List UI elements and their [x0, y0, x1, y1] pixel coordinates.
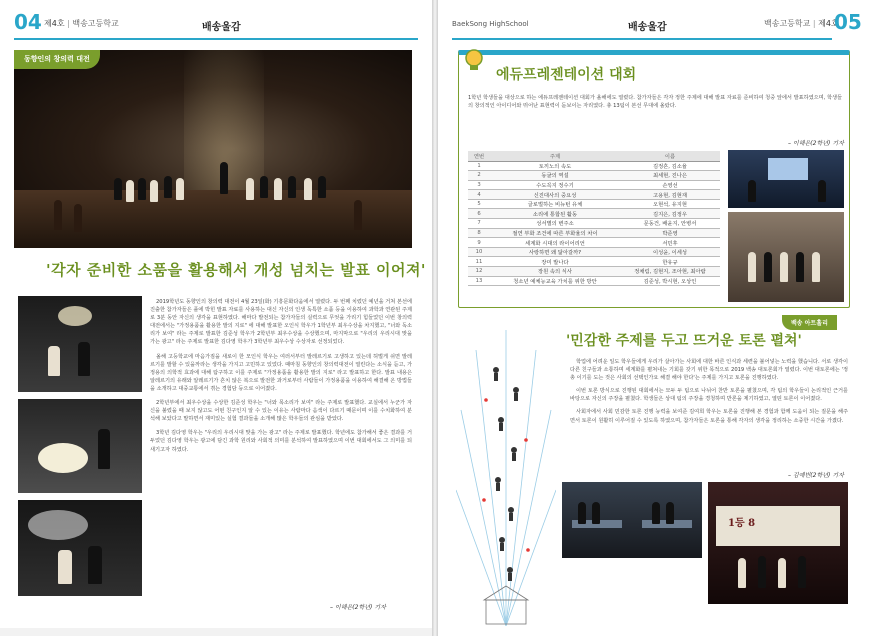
footer-strip-left: [0, 628, 432, 636]
people-tree-illustration: [456, 330, 556, 626]
table-cell: 김정흔, 김소율: [620, 161, 720, 171]
table-cell: 글로벌하는 비뉴턴 유체: [490, 199, 620, 209]
table-row: [468, 161, 720, 171]
table-row: [468, 257, 720, 267]
table-row: [468, 171, 720, 181]
table-cell: 6: [468, 209, 490, 219]
headline-right: '민감한 주제를 두고 뜨거운 토론 펼쳐': [566, 333, 802, 349]
table-cell: 12: [468, 267, 490, 277]
table-row: [468, 209, 720, 219]
paragraph: 이번 토론 방식으로 진행된 대회에서는 모두 두 팀으로 나뉘어 찬반 토론을 펼쳤으며, 각 팀의 학우들이 논리적인 근거를 바탕으로 자신의 주장을 펼쳤다. 학생들은 상대 팀의 주장을 경청하며 반론을 제기하였고, 열띤 토론이 이어졌다.: [570, 388, 848, 403]
table-cell: 신진대사의 중요성: [490, 190, 620, 200]
table-cell: 최세현, 진나은: [620, 171, 720, 181]
header-rule-right: [452, 38, 832, 40]
stage-photo-right-2: [728, 212, 844, 302]
masthead-left: 배송울감: [202, 22, 241, 33]
table-cell: 세계화 시대의 라이어리언: [490, 238, 620, 248]
school-en-label: BaekSong HighSchool: [452, 20, 529, 28]
side-photo-2: [18, 399, 142, 493]
table-header-row: [468, 151, 720, 161]
page-number-right: 05: [834, 10, 862, 34]
table-cell: 토끼노의 속도: [490, 161, 620, 171]
side-photo-1: [18, 296, 142, 392]
table-cell: 정채림, 김현지, 조아현, 최아람: [620, 267, 720, 277]
table-cell: 손영선: [620, 180, 720, 190]
table-cell: 9: [468, 238, 490, 248]
table-cell: 동굴의 역설: [490, 171, 620, 181]
debate-photo: [562, 482, 702, 558]
side-photo-3: [18, 500, 142, 596]
table-row: [468, 228, 720, 238]
table-cell: 사랑하면 왜 닮아갈까?: [490, 247, 620, 257]
table-cell: 4: [468, 190, 490, 200]
table-cell: 절연 부화 조건에 따른 부화율의 차이: [490, 228, 620, 238]
table-cell: 11: [468, 257, 490, 267]
paragraph: 2학년부에서 최우수상을 수상한 김준성 학우는 "너와 목소리가 보여" 라는 주제로 발표했다. 교실에서 누군가 자신을 불렀을 때 보지 않고도 어떤 친구인지 알 수 있는 이유는 사람마다 음색이 다르기 때문이며 이를 수치화하여 분석해 보았다고 말하면서 재미있는 실험 결과들을 소개해 많은 학우들의 관심을 받았다.: [150, 400, 412, 423]
table-header: 연번: [468, 151, 490, 161]
table-cell: 소리에 통합된 활동: [490, 209, 620, 219]
table-row: [468, 276, 720, 286]
table-cell: 7: [468, 219, 490, 229]
stage-photo-right-1: [728, 150, 844, 208]
table-row: [468, 180, 720, 190]
table-cell: 3: [468, 180, 490, 190]
paragraph: 2019학년도 동향인의 창의력 대전이 4월 23일(화) 기흥문화다움에서 열렸다. 두 번째 치렀던 예년을 거쳐 본선에 진출한 참가자들은 플에 박힌 발표 자료를 사용하는 대신 자신의 인생 독특한 소품 등을 이용하여 과학과 연관된 주제로 3분 동안 자신의 생각을 표현하였다. 해마다 발전되는 참가자들의 실력으로 무엇을 가리기 힘들었던 이번 창의력 대전에서는 "가정용품을 활용한 발의 지로" 에 대해 발표한 오인식 학우가 1학년부 최우수상을 차지했고, "너와 독소리가 보여" 라는 주제로 발표한 김준성 학우가 2학년부 최우수상을 수상했으며, 마지막으로 "우리의 우리시대 맞을 가는 광고" 라는 주제로 발표한 김다영 학우가 3학년부 최우수상 수상자로 선정되었다.: [150, 299, 412, 346]
paragraph: 올해 고등학교에 마음가짐을 새로이 한 모인식 학우는 여러서부터 발레르기로 고생하고 있는데 허벌게 쉬면 발레르기를 발할 수 있을까라는 생각을 가지고 고민하고 있었다. 때마침 동향인의 창의력대전이 열린다는 소식을 듣고, 가정용의 의학적 효과에 대해 탐구하고 이를 주제로 "가정용품을 활용한 발의 지로" 라고 발표하고 한다. 발표 내용은 알레르기의 유래와 알레르기가 흔치 않은 복으로 발전한 과거로부터 사람들이 가정용품을 이용하여 해결해 온 방법들을 소개하고 대중교통에서 겪는 경험담 등으로 이어졌다.: [150, 353, 412, 392]
school-label-right: 백송고등학교: [764, 19, 811, 28]
table-cell: 한유규: [620, 257, 720, 267]
presentation-table: [468, 151, 720, 286]
table-row: [468, 247, 720, 257]
table-cell: 8: [468, 228, 490, 238]
table-cell: 장미 발나다: [490, 257, 620, 267]
table-cell: 성서별의 변주소: [490, 219, 620, 229]
header-rule-left: [14, 38, 418, 40]
header-right-info: 백송고등학교 | 제4호: [764, 19, 839, 28]
paragraph: 3학년 김다영 학우는 "우리의 우리시대 맞을 가는 광고" 라는 주제로 발표했다. 학년에도 참가해서 좋은 결과를 거두었던 김다영 학우는 광고에 담긴 과학 원리와 사회적 의미를 분석하여 발표하였으며 이번 대회에서도 그 의미를 되새기고자 하였다.: [150, 430, 412, 453]
box-byline: – 이해은(2학년) 기자: [788, 140, 844, 147]
table-cell: 박준영: [620, 228, 720, 238]
table-row: [468, 190, 720, 200]
byline-left: – 이해은(2학년) 기자: [330, 604, 386, 611]
article-body-left: [150, 298, 412, 460]
photo-tag: 동향인의 창의력 대전: [14, 50, 100, 69]
right-page: [438, 0, 870, 636]
section-tag: 백송 아트홀리: [782, 315, 837, 330]
box-text: 1학년 학생들을 대상으로 하는 에듀프레젠테이션 대회가 올해에도 열렸다. 참가자들은 각자 정한 주제에 대해 발표 자료를 준비하여 청중 앞에서 발표하였으며, 학생들의 창의적인 아이디어와 뛰어난 표현력이 돋보이는 자리였다. 총 13팀이 본선 무대에 올랐다.: [468, 95, 842, 109]
article-body-right: [570, 358, 848, 430]
paragraph: 학업에 어려운 일도 학우들에게 우리가 살아가는 사회에 대한 바른 인식과 세련을 불어넣는 노력을 했습니다. 서로 생각이 다른 친구들과 소통하며 세계화를 펼쳐내는 기회를 갖기 위한 목적으로 2019 백송 대토론회가 열렸다. 이번 대토론에는 '정총 이기를 도는 것은 사회의 선택인가요 해결 해야 한다'는 주제를 가지고 토론을 진행하였다.: [570, 359, 848, 382]
issue-label: 제4호: [44, 19, 65, 28]
table-cell: 오현석, 유지현: [620, 199, 720, 209]
issue-label-right: 제4호: [818, 19, 839, 28]
lightbulb-icon: [460, 46, 488, 74]
table-cell: 13: [468, 276, 490, 286]
table-cell: 고용현, 김현재: [620, 190, 720, 200]
byline-right: – 김예빈(2학년) 기자: [788, 472, 844, 479]
table-row: [468, 199, 720, 209]
headline-left: '각자 준비한 소품을 활용해서 개성 넘치는 발표 이어져': [46, 261, 427, 279]
table-row: [468, 238, 720, 248]
table-cell: 서민후: [620, 238, 720, 248]
table-row: [468, 219, 720, 229]
award-photo: [708, 482, 848, 604]
table-header: 주제: [490, 151, 620, 161]
table-cell: 김지은, 김정우: [620, 209, 720, 219]
table-cell: 5: [468, 199, 490, 209]
table-cell: 김준성, 박시현, 오상인: [620, 276, 720, 286]
photo-banner: 1등 8: [716, 506, 840, 546]
table-cell: 이성윤, 이세성: [620, 247, 720, 257]
table-cell: 청소년 예체능교육 가치를 위한 방안: [490, 276, 620, 286]
table-cell: 10: [468, 247, 490, 257]
table-cell: 수도꼭지 정수기: [490, 180, 620, 190]
table-cell: 장원 속의 식사: [490, 267, 620, 277]
table-cell: 2: [468, 171, 490, 181]
page-number-left: 04: [14, 10, 42, 34]
paragraph: 사회자에서 사회 민감한 토론 진행 능력을 보여준 김여희 학우는 토론을 진행해 본 경험과 함께 도움이 되는 질문을 해주면서 토론이 원활히 이루어질 수 있도록 하였으며, 참가자들은 토론을 통해 각자의 생각을 정리하는 소중한 시간을 가졌다.: [570, 409, 848, 424]
header-left-info: 제4호 | 백송고등학교: [44, 19, 119, 28]
table-cell: 1: [468, 161, 490, 171]
box-headline: 에듀프레젠테이션 대회: [496, 67, 637, 83]
table-header: 이름: [620, 151, 720, 161]
table-row: [468, 267, 720, 277]
stage-photo: [14, 50, 412, 248]
masthead-right: 배송울감: [628, 22, 667, 33]
left-page: [0, 0, 432, 636]
school-label: 백송고등학교: [72, 19, 119, 28]
table-cell: 문동건, 배윤지, 안병서: [620, 219, 720, 229]
